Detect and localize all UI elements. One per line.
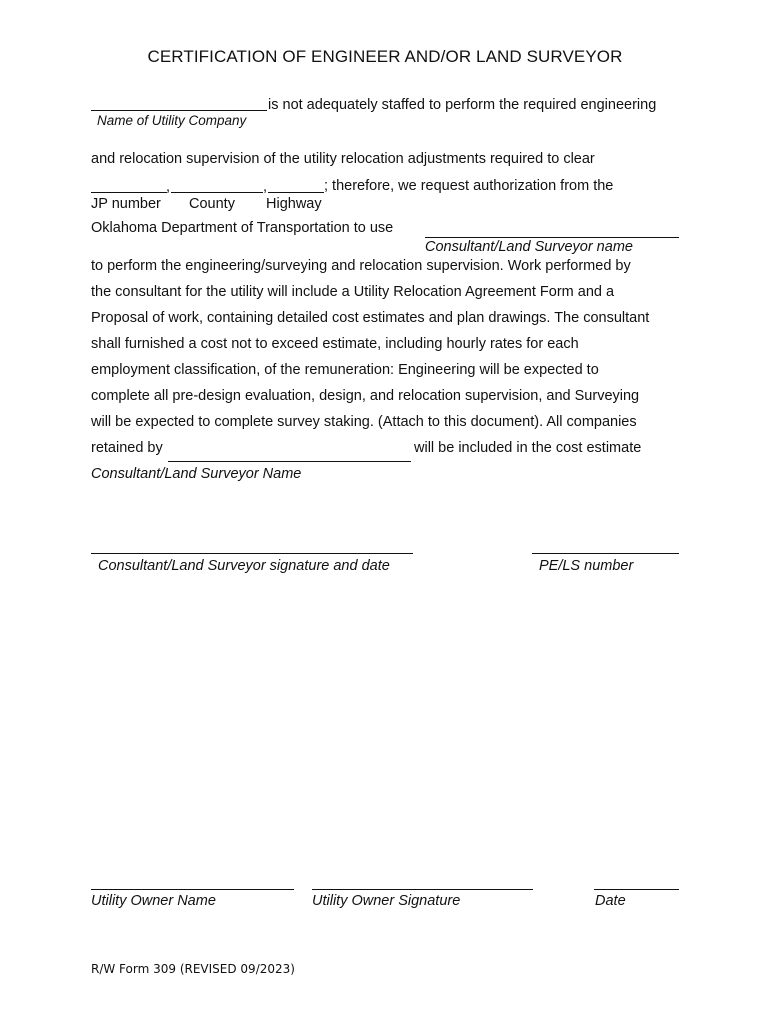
jp-number-label: JP number bbox=[91, 196, 161, 212]
odot-text: Oklahoma Department of Transportation to use bbox=[91, 220, 394, 236]
utility-owner-signature-label: Utility Owner Signature bbox=[312, 893, 461, 909]
retained-consultant-field[interactable] bbox=[168, 461, 411, 462]
paragraph-line: employment classification, of the remuneration: Engineering will be expected to bbox=[91, 362, 599, 378]
utility-owner-signature-field[interactable] bbox=[312, 889, 533, 890]
consultant-signature-label: Consultant/Land Surveyor signature and date bbox=[98, 558, 390, 574]
utility-company-label: Name of Utility Company bbox=[97, 113, 247, 128]
date-field[interactable] bbox=[594, 889, 679, 890]
authorization-request-text: ; therefore, we request authorization from the bbox=[324, 178, 614, 194]
paragraph-line: Proposal of work, containing detailed cost estimates and plan drawings. The consultant bbox=[91, 310, 650, 326]
retained-by-text: retained by bbox=[91, 440, 163, 456]
utility-owner-name-label: Utility Owner Name bbox=[91, 893, 216, 909]
paragraph-line: will be expected to complete survey staking. (Attach to this document). All companies bbox=[91, 414, 637, 430]
consultant-name-label: Consultant/Land Surveyor name bbox=[425, 239, 633, 255]
date-label: Date bbox=[595, 893, 626, 909]
page-title: CERTIFICATION OF ENGINEER AND/OR LAND SURVEYOR bbox=[147, 47, 623, 66]
utility-company-name-field[interactable] bbox=[91, 110, 267, 111]
pels-number-label: PE/LS number bbox=[539, 558, 634, 574]
retained-consultant-label: Consultant/Land Surveyor Name bbox=[91, 466, 302, 482]
pels-number-field[interactable] bbox=[532, 553, 679, 554]
staffing-statement: is not adequately staffed to perform the required engineering bbox=[268, 97, 657, 113]
utility-owner-name-field[interactable] bbox=[91, 889, 294, 890]
relocation-statement: and relocation supervision of the utility relocation adjustments required to clear bbox=[91, 151, 595, 167]
jp-number-field[interactable] bbox=[91, 192, 167, 193]
cost-estimate-text: will be included in the cost estimate bbox=[414, 440, 642, 456]
consultant-signature-field[interactable] bbox=[91, 553, 413, 554]
county-field[interactable] bbox=[171, 192, 263, 193]
highway-label: Highway bbox=[266, 196, 322, 212]
highway-field[interactable] bbox=[268, 192, 324, 193]
comma: , bbox=[166, 179, 171, 195]
consultant-name-field[interactable] bbox=[425, 237, 679, 238]
paragraph-line: to perform the engineering/surveying and relocation supervision. Work performed by bbox=[91, 258, 631, 274]
paragraph-line: the consultant for the utility will include a Utility Relocation Agreement Form and a bbox=[91, 284, 615, 300]
county-label: County bbox=[189, 196, 235, 212]
comma: , bbox=[263, 179, 268, 195]
paragraph-line: complete all pre-design evaluation, design, and relocation supervision, and Surveying bbox=[91, 388, 640, 404]
paragraph-line: shall furnished a cost not to exceed estimate, including hourly rates for each bbox=[91, 336, 579, 352]
form-number-footer: R/W Form 309 (REVISED 09/2023) bbox=[91, 962, 295, 976]
